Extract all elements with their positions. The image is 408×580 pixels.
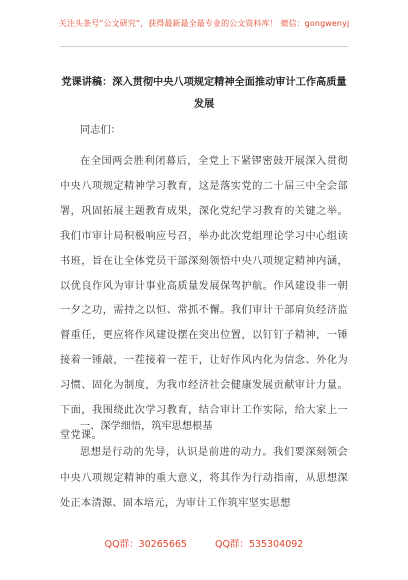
footer-qq-group-2: QQ群：535304092 bbox=[214, 539, 304, 550]
footer-contacts bbox=[0, 536, 408, 550]
header-divider bbox=[60, 46, 348, 47]
body-paragraph: 在全国两会胜利闭幕后，全党上下紧锣密鼓开展深入贯彻中央八项规定精神学习教育，这是落实党的二十届三中全会部署，巩固拓展主题教育成果，深化党纪学习教育的关键之举。我们市审计局积极响应号召，举办此次党组理论学习中心组读书班，旨在让全体党员干部深刻领悟中央八项规定精神内涵，以优良作风为审计事业高质量发展保驾护航。作风建设非一朝一夕之功，需持之以恒、常抓不懈。我们审计干部肩负经济监督重任，更应将作风建设摆在突出位置，以钉钉子精神，一锤接着一锤敲，一茬接着一茬干，让好作风内化为信念、外化为习惯、固化为制度，为我市经济社会健康发展贡献审计力量。下面，我围绕此次学习教育，结合审计工作实际，给大家上一堂党课。 bbox=[60, 156, 348, 441]
document-title: 党课讲稿：深入贯彻中央八项规定精神全面推动审计工作高质量发展 bbox=[61, 77, 347, 110]
footer-qq-group-1: QQ群：30265665 bbox=[104, 539, 187, 550]
body-paragraph: 思想是行动的先导，认识是前进的动力。我们要深刻领会中央八项规定精神的重大意义，将其作为行动指南，从思想深处正本清源、固本培元，为审计工作筑牢坚实思想 bbox=[60, 447, 348, 509]
section-heading: 一、深学细悟，筑牢思想根基 bbox=[80, 421, 213, 432]
header-banner: 关注头条号“公文研究”，获得最新最全最专业的公文资料库！ 微信：gongwenyj bbox=[58, 19, 350, 28]
salutation: 同志们： bbox=[80, 125, 121, 136]
